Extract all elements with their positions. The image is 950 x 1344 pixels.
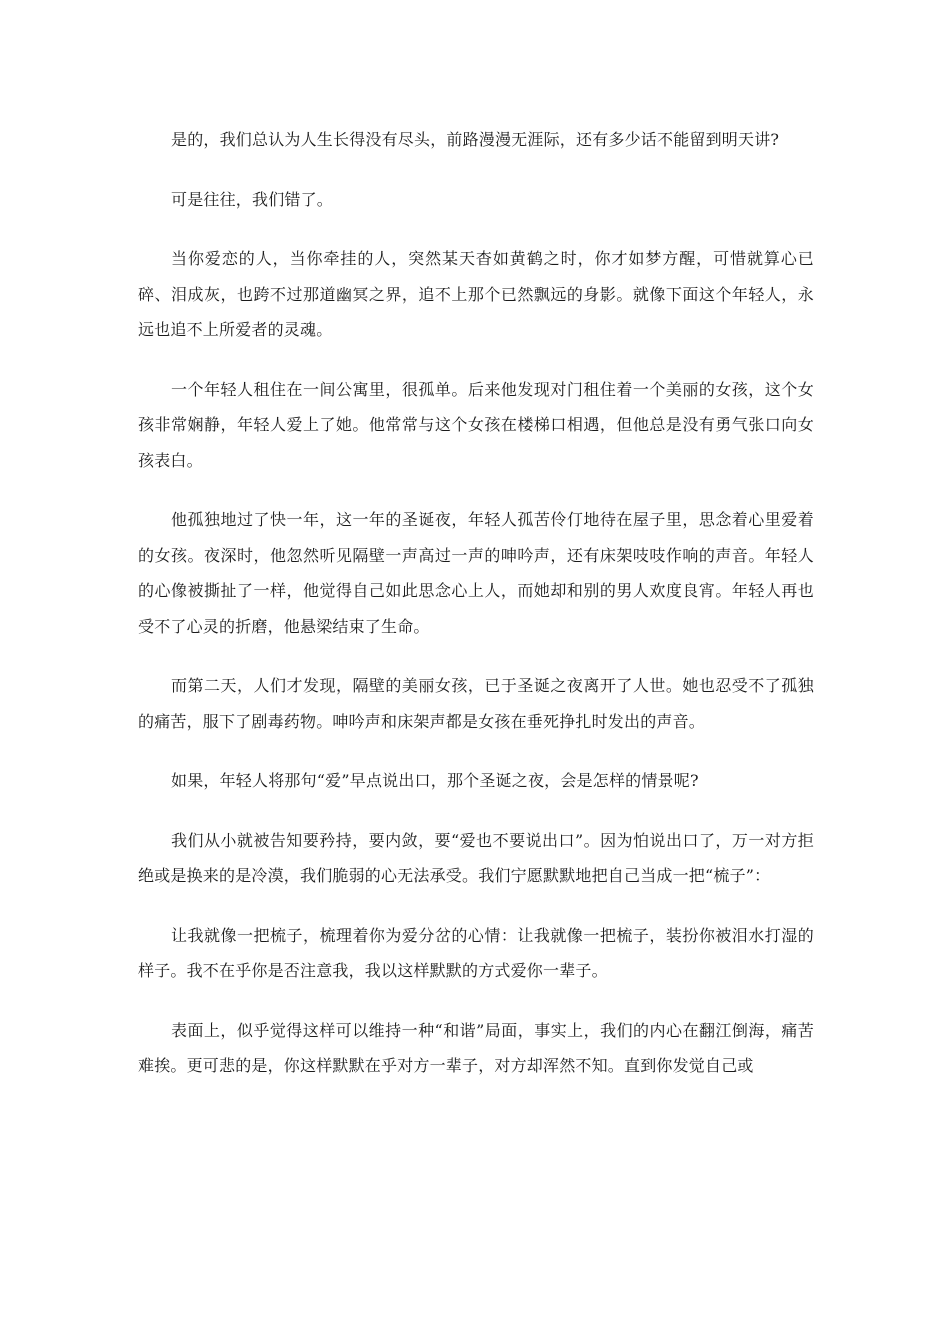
paragraph-4: 一个年轻人租住在一间公寓里，很孤单。后来他发现对门租住着一个美丽的女孩，这个女孩非常娴静，年轻人爱上了她。他常常与这个女孩在楼梯口相遇，但他总是没有勇气张口向女孩表白。 [138,379,814,470]
paragraph-6: 而第二天，人们才发现，隔壁的美丽女孩，已于圣诞之夜离开了人世。她也忍受不了孤独的痛苦，服下了剧毒药物。呻吟声和床架声都是女孩在垂死挣扎时发出的声音。 [138,676,814,731]
paragraph-7: 如果，年轻人将那句“爱”早点说出口，那个圣诞之夜，会是怎样的情景呢? [171,771,699,790]
document-body [138,122,814,1108]
paragraph-8: 我们从小就被告知要矜持，要内敛，要“爱也不要说出口”。因为怕说出口了，万一对方拒绝或是换来的是冷漠，我们脆弱的心无法承受。我们宁愿默默地把自己当成一把“梳子”： [138,830,814,885]
paragraph-2: 可是往往，我们错了。 [171,189,334,209]
paragraph-10: 表面上，似乎觉得这样可以维持一种“和谐”局面，事实上，我们的内心在翻江倒海，痛苦难挨。更可悲的是，你这样默默在乎对方一辈子，对方却浑然不知。直到你发觉自己或 [138,1020,814,1075]
paragraph-5: 他孤独地过了快一年，这一年的圣诞夜，年轻人孤苦伶仃地待在屋子里，思念着心里爱着的女孩。夜深时，他忽然听见隔壁一声高过一声的呻吟声，还有床架吱吱作响的声音。年轻人的心像被撕扯了一样，他觉得自己如此思念心上人，而她却和别的男人欢度良宵。年轻人再也受不了心灵的折磨，他悬梁结束了生命。 [138,510,814,636]
paragraph-1: 是的，我们总认为人生长得没有尽头，前路漫漫无涯际，还有多少话不能留到明天讲? [171,130,780,149]
paragraph-9: 让我就像一把梳子，梳理着你为爱分岔的心情：让我就像一把梳子，装扮你被泪水打湿的样子。我不在乎你是否注意我，我以这样默默的方式爱你一辈子。 [138,925,814,980]
paragraph-3: 当你爱恋的人，当你牵挂的人，突然某天杳如黄鹤之时，你才如梦方醒，可惜就算心已碎、泪成灰，也跨不过那道幽冥之界，追不上那个已然飘远的身影。就像下面这个年轻人，永远也追不上所爱者的灵魂。 [138,249,814,339]
